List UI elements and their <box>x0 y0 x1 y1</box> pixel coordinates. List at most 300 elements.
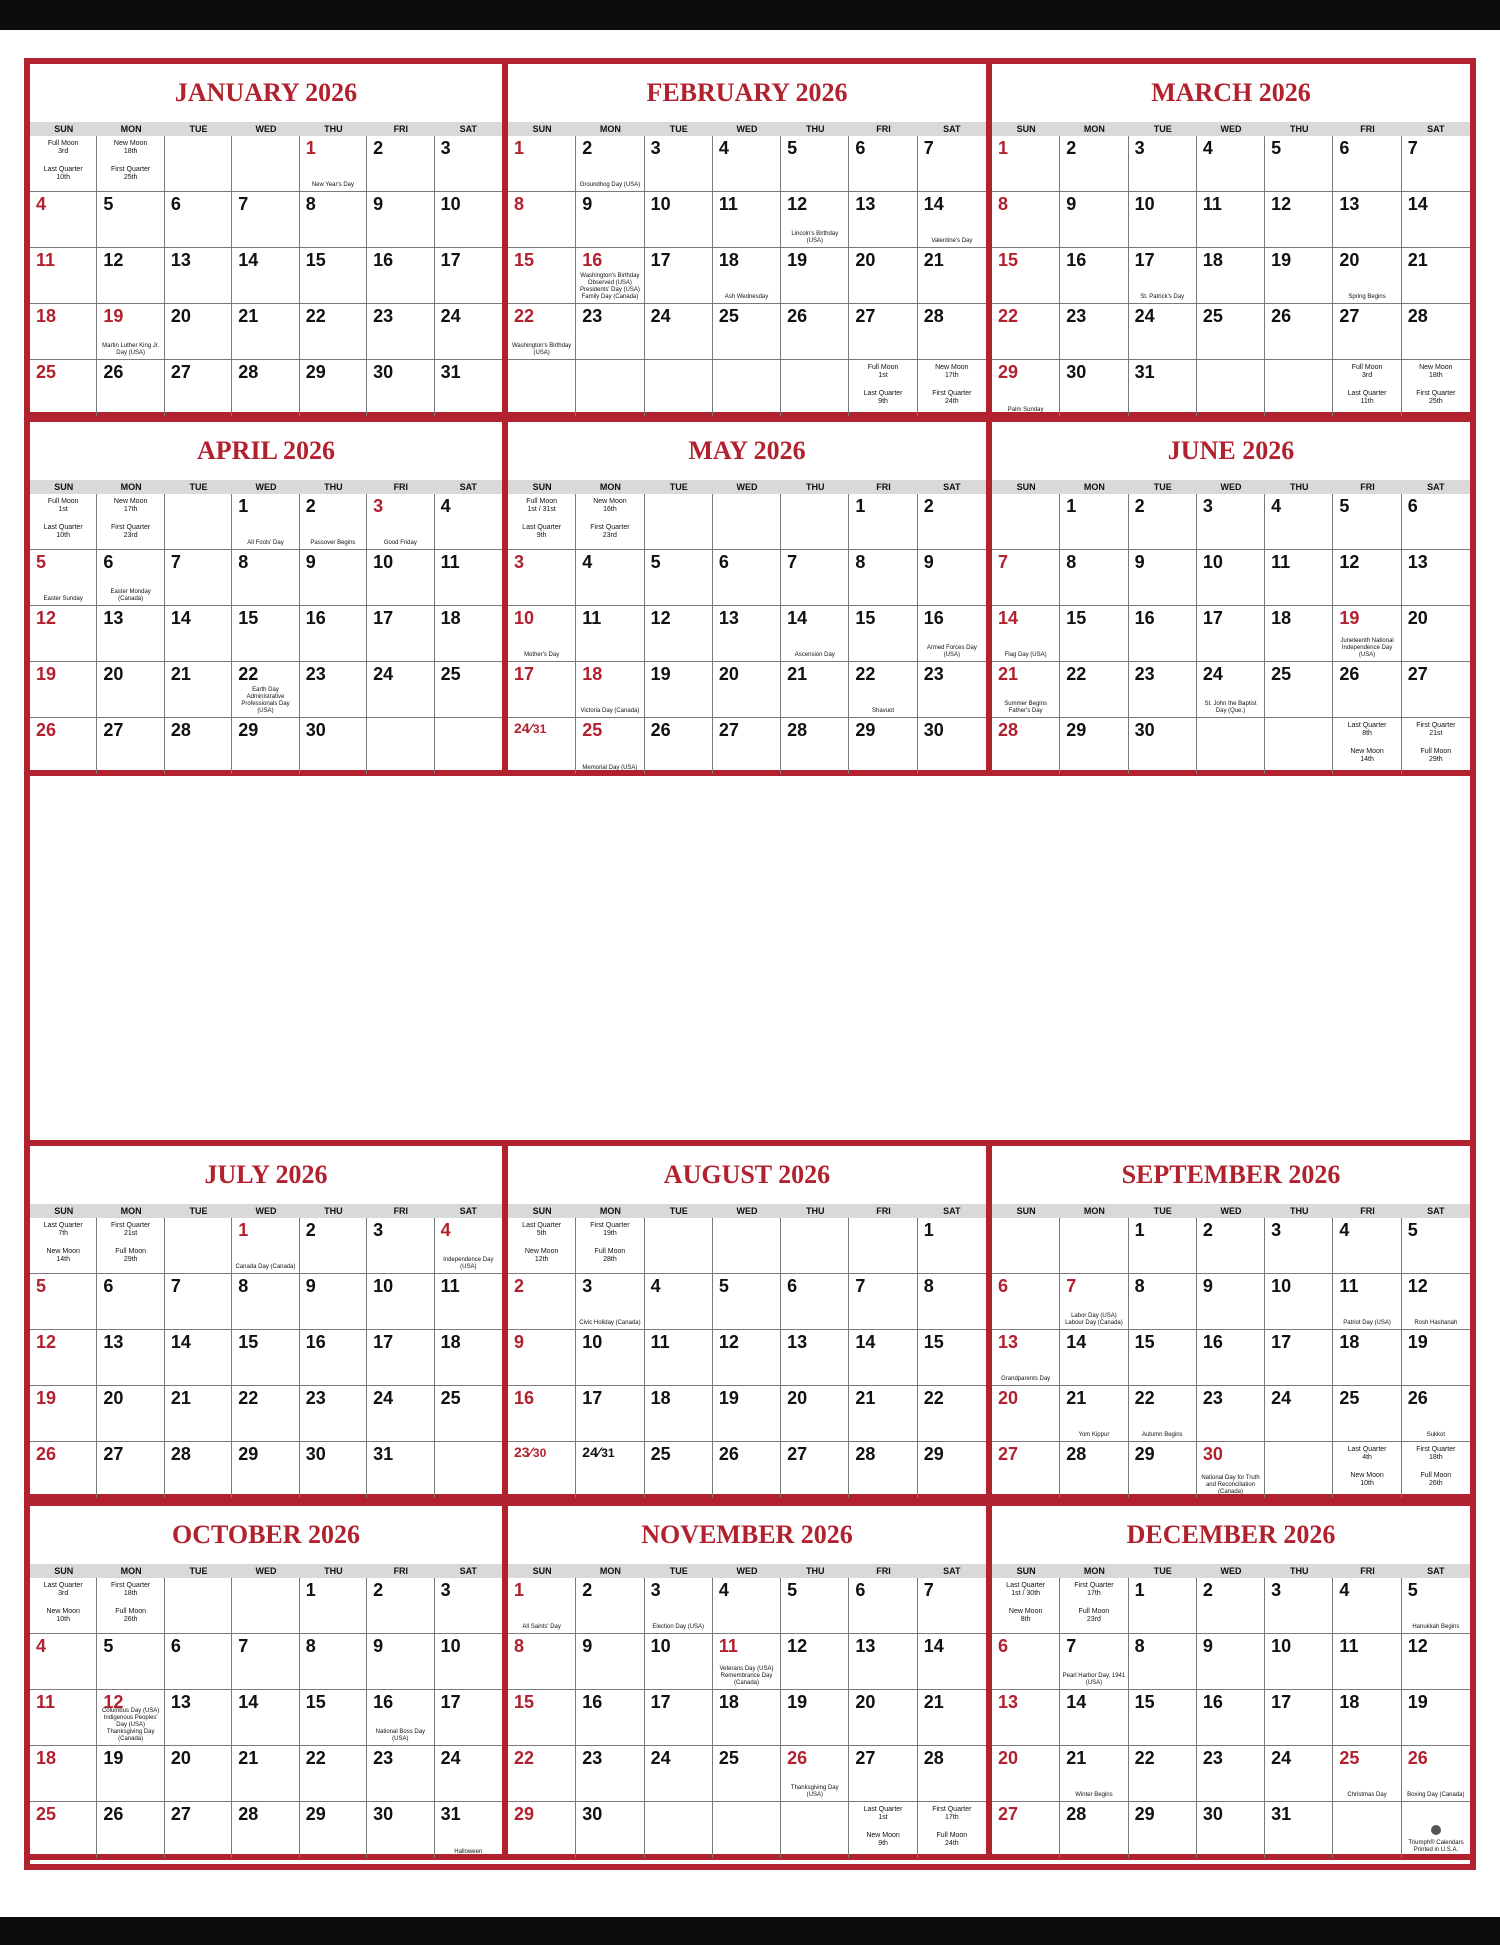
day-cell <box>508 606 576 662</box>
day-cell <box>97 1802 164 1858</box>
day-number: 27 <box>103 720 124 740</box>
moon-phase-note: Full Moon 29th <box>115 1248 146 1263</box>
holiday-label: Autumn Begins <box>1141 1432 1183 1438</box>
holiday-label: Grandparents Day <box>1001 1376 1051 1382</box>
day-cell <box>1129 662 1197 718</box>
day-cell <box>165 1802 232 1858</box>
day-number: 16 <box>1066 250 1087 270</box>
weekday-label: THU <box>1290 482 1309 492</box>
day-cell <box>849 1442 917 1498</box>
holiday-label: National Boss Day (USA) <box>375 1729 426 1742</box>
day-number: 8 <box>998 194 1009 214</box>
day-number: 18 <box>1339 1692 1360 1712</box>
day-number: 19 <box>787 1692 808 1712</box>
day-number: 6 <box>998 1636 1009 1656</box>
day-cell <box>367 192 434 248</box>
day-number: 18 <box>36 306 57 326</box>
moon-phase-note: First Quarter 21st <box>1416 722 1456 737</box>
day-number: 20 <box>170 1748 191 1768</box>
day-cell <box>645 360 713 416</box>
day-number: 13 <box>718 608 739 628</box>
day-cell <box>508 192 576 248</box>
day-number: 28 <box>998 720 1019 740</box>
day-number: 15 <box>855 608 876 628</box>
moon-phase-note: Last Quarter 3rd <box>43 1582 83 1597</box>
day-cell <box>367 136 434 192</box>
day-cell <box>508 494 576 550</box>
day-grid <box>992 136 1470 416</box>
day-number: 29 <box>1134 1804 1155 1824</box>
day-number: 27 <box>103 1444 124 1464</box>
day-number: 25 <box>36 362 57 382</box>
day-grid <box>508 136 986 416</box>
day-cell <box>1402 1274 1470 1330</box>
weekday-label: FRI <box>1360 124 1375 134</box>
day-cell <box>1333 494 1401 550</box>
day-number: 19 <box>103 1748 124 1768</box>
weekday-label: WED <box>1220 482 1242 492</box>
brand-logo-icon <box>1431 1825 1441 1835</box>
day-cell <box>97 360 164 416</box>
holiday-label: St. Patrick's Day <box>1140 294 1185 300</box>
weekday-header <box>992 122 1470 136</box>
day-number: 31 <box>440 362 461 382</box>
day-cell <box>576 1330 644 1386</box>
day-number: 21 <box>170 1388 191 1408</box>
day-cell <box>713 662 781 718</box>
day-number: 15 <box>305 1692 326 1712</box>
weekday-label: SAT <box>1427 482 1445 492</box>
day-cell <box>1333 136 1401 192</box>
day-cell <box>367 248 434 304</box>
day-cell <box>1060 1802 1128 1858</box>
day-cell <box>508 360 576 416</box>
day-cell <box>992 1274 1060 1330</box>
day-number: 24⁄31 <box>582 1444 615 1460</box>
day-cell <box>781 1442 849 1498</box>
day-cell <box>645 718 713 774</box>
day-cell <box>713 192 781 248</box>
day-cell <box>435 1578 502 1634</box>
day-cell <box>992 1802 1060 1858</box>
month-may <box>502 416 992 776</box>
holiday-label: Armed Forces Day (USA) <box>926 645 977 658</box>
day-cell <box>1333 1218 1401 1274</box>
day-number: 13 <box>103 1332 124 1352</box>
day-cell <box>1333 1802 1401 1858</box>
day-number: 10 <box>1134 194 1155 214</box>
day-cell <box>781 1386 849 1442</box>
day-number: 8 <box>305 194 316 214</box>
day-number: 1 <box>923 1220 934 1240</box>
holiday-label: Hanukkah Begins <box>1412 1624 1460 1630</box>
weekday-label: THU <box>806 1566 825 1576</box>
day-number: 7 <box>855 1276 866 1296</box>
day-number: 4 <box>1271 496 1282 516</box>
day-number: 2 <box>1066 138 1077 158</box>
day-cell <box>713 718 781 774</box>
day-number: 19 <box>718 1388 739 1408</box>
day-number: 16 <box>305 1332 326 1352</box>
moon-phase-note: Full Moon 23rd <box>1078 1608 1110 1623</box>
day-cell <box>97 550 164 606</box>
weekday-label: WED <box>255 482 277 492</box>
day-cell <box>849 136 917 192</box>
day-cell <box>508 550 576 606</box>
day-number: 18 <box>1339 1332 1360 1352</box>
day-number: 7 <box>170 552 181 572</box>
day-number: 15 <box>305 250 326 270</box>
day-cell <box>1197 1690 1265 1746</box>
day-number: 22 <box>238 1388 259 1408</box>
day-number: 30 <box>373 362 394 382</box>
holiday-label: Labor Day (USA) Labour Day (Canada) <box>1065 1313 1123 1326</box>
holiday-label: Lincoln's Birthday (USA) <box>791 231 839 244</box>
day-cell <box>1129 1274 1197 1330</box>
holiday-label: Groundhog Day (USA) <box>579 182 641 188</box>
day-cell <box>992 304 1060 360</box>
weekday-header <box>508 1564 986 1578</box>
day-number: 10 <box>373 1276 394 1296</box>
day-number: 23 <box>1202 1748 1223 1768</box>
day-cell <box>918 192 986 248</box>
day-number: 30 <box>923 720 944 740</box>
moon-phase-note: Full Moon 1st <box>47 498 79 513</box>
day-number: 5 <box>36 552 47 572</box>
weekday-header <box>992 1204 1470 1218</box>
day-cell <box>508 1330 576 1386</box>
weekday-label: THU <box>1290 1566 1309 1576</box>
day-cell <box>781 718 849 774</box>
day-number: 1 <box>998 138 1009 158</box>
day-number: 13 <box>1407 552 1428 572</box>
moon-phase-note: New Moon 10th <box>46 1608 80 1623</box>
day-cell <box>1197 1746 1265 1802</box>
day-cell <box>300 1746 367 1802</box>
day-number: 6 <box>170 194 181 214</box>
day-number: 20 <box>103 664 124 684</box>
day-number: 5 <box>36 1276 47 1296</box>
weekday-label: MON <box>120 482 142 492</box>
day-number: 2 <box>1134 496 1145 516</box>
day-cell <box>1402 248 1470 304</box>
day-cell <box>367 304 434 360</box>
holiday-label: Juneteenth National Independence Day (USA) <box>1340 638 1394 658</box>
weekday-label: MON <box>599 1566 621 1576</box>
day-number: 19 <box>1339 608 1360 628</box>
bottom-border-bar <box>0 1917 1500 1945</box>
month-june <box>986 416 1476 776</box>
day-cell <box>713 1578 781 1634</box>
day-number: 24 <box>373 664 394 684</box>
day-cell <box>30 718 97 774</box>
weekday-label: WED <box>736 482 758 492</box>
day-cell <box>992 1330 1060 1386</box>
day-number: 30 <box>305 1444 326 1464</box>
day-number: 24 <box>440 1748 461 1768</box>
day-number: 19 <box>1407 1692 1428 1712</box>
day-cell <box>1129 304 1197 360</box>
day-cell <box>576 1746 644 1802</box>
day-cell <box>1197 718 1265 774</box>
day-cell <box>97 1330 164 1386</box>
weekday-header <box>992 480 1470 494</box>
weekday-label: THU <box>324 482 343 492</box>
day-number: 14 <box>1066 1692 1087 1712</box>
day-cell <box>30 1802 97 1858</box>
day-grid <box>508 1218 986 1498</box>
month-title: OCTOBER 2026 <box>171 1520 361 1549</box>
day-number: 3 <box>373 496 384 516</box>
day-number: 3 <box>1271 1580 1282 1600</box>
day-cell <box>1129 1746 1197 1802</box>
day-number: 31 <box>1134 362 1155 382</box>
day-cell <box>849 1634 917 1690</box>
weekday-label: THU <box>806 1206 825 1216</box>
day-cell <box>232 304 299 360</box>
day-cell <box>165 550 232 606</box>
day-cell <box>165 136 232 192</box>
day-cell <box>1197 1802 1265 1858</box>
day-number: 22 <box>998 306 1019 326</box>
day-number: 26 <box>650 720 671 740</box>
weekday-label: TUE <box>189 1566 208 1576</box>
day-number: 18 <box>718 250 739 270</box>
day-cell <box>781 1634 849 1690</box>
day-cell <box>300 494 367 550</box>
day-number: 1 <box>1134 1580 1145 1600</box>
day-number: 28 <box>787 720 808 740</box>
weekday-label: SUN <box>532 1206 552 1216</box>
day-number: 29 <box>855 720 876 740</box>
day-number: 19 <box>36 664 57 684</box>
day-cell <box>1333 1690 1401 1746</box>
day-number: 9 <box>305 552 316 572</box>
day-cell <box>781 248 849 304</box>
day-number: 27 <box>1339 306 1360 326</box>
day-number: 22 <box>514 1748 535 1768</box>
day-cell <box>1129 1330 1197 1386</box>
weekday-label: TUE <box>669 124 688 134</box>
holiday-label: Washington's Birthday Observed (USA) Presidents' Day (USA) Family Day (Canada) <box>580 273 640 300</box>
day-grid <box>992 494 1470 774</box>
day-number: 3 <box>373 1220 384 1240</box>
day-number: 16 <box>514 1388 535 1408</box>
day-cell <box>1197 136 1265 192</box>
moon-phase-note: Last Quarter 1st <box>863 1806 903 1821</box>
day-cell <box>1060 494 1128 550</box>
day-number: 3 <box>582 1276 593 1296</box>
day-number: 15 <box>238 1332 259 1352</box>
day-cell <box>367 662 434 718</box>
day-number: 6 <box>1339 138 1350 158</box>
day-number: 3 <box>440 1580 451 1600</box>
day-cell <box>1333 360 1401 416</box>
day-cell <box>1265 192 1333 248</box>
day-cell <box>165 718 232 774</box>
day-cell <box>367 494 434 550</box>
day-number: 6 <box>855 138 866 158</box>
moon-phase-note: First Quarter 21st <box>110 1222 151 1237</box>
weekday-label: SUN <box>532 124 552 134</box>
moon-phase-note: Full Moon 1st / 31st <box>526 498 557 513</box>
day-cell <box>1402 1634 1470 1690</box>
day-number: 4 <box>36 1636 47 1656</box>
weekday-label: THU <box>324 1206 343 1216</box>
day-cell <box>713 360 781 416</box>
month-july <box>24 1140 508 1500</box>
day-cell <box>918 1218 986 1274</box>
day-number: 4 <box>1339 1580 1350 1600</box>
day-cell <box>435 1218 502 1274</box>
day-number: 29 <box>923 1444 944 1464</box>
moon-phase-note: New Moon 9th <box>866 1832 900 1847</box>
day-number: 27 <box>1407 664 1428 684</box>
holiday-label: Shavuot <box>872 708 895 714</box>
day-cell <box>367 360 434 416</box>
day-cell <box>918 1386 986 1442</box>
holiday-label: All Saints' Day <box>522 1624 561 1630</box>
day-number: 28 <box>923 306 944 326</box>
day-cell <box>30 136 97 192</box>
moon-phase-note: Full Moon 29th <box>1420 748 1452 763</box>
day-number: 16 <box>1202 1332 1223 1352</box>
day-cell <box>30 1690 97 1746</box>
day-cell <box>165 1274 232 1330</box>
day-cell <box>508 718 576 774</box>
weekday-label: SAT <box>459 1206 477 1216</box>
weekday-label: FRI <box>393 1566 409 1576</box>
day-number: 18 <box>440 1332 461 1352</box>
day-number: 13 <box>170 250 191 270</box>
day-cell <box>435 1274 502 1330</box>
day-cell <box>30 1386 97 1442</box>
moon-phase-note: First Quarter 17th <box>932 1806 972 1821</box>
day-cell <box>1060 1330 1128 1386</box>
day-number: 16 <box>582 1692 603 1712</box>
day-cell <box>645 1746 713 1802</box>
day-number: 25 <box>1339 1388 1360 1408</box>
day-cell <box>508 248 576 304</box>
holiday-label: Ascension Day <box>794 652 835 658</box>
day-number: 28 <box>170 1444 191 1464</box>
day-number: 3 <box>650 1580 661 1600</box>
day-number: 2 <box>305 1220 316 1240</box>
day-cell <box>849 550 917 606</box>
day-cell <box>645 1690 713 1746</box>
day-number: 7 <box>923 1580 934 1600</box>
day-cell <box>30 1746 97 1802</box>
day-cell <box>1060 1746 1128 1802</box>
day-cell <box>97 606 164 662</box>
weekday-label: THU <box>324 1566 343 1576</box>
day-cell <box>165 1746 232 1802</box>
day-number: 17 <box>373 1332 394 1352</box>
day-number: 29 <box>1134 1444 1155 1464</box>
day-cell <box>435 606 502 662</box>
day-number: 21 <box>1066 1388 1087 1408</box>
moon-phase-note: First Quarter 17th <box>1074 1582 1114 1597</box>
day-cell <box>300 1690 367 1746</box>
day-number: 30 <box>373 1804 394 1824</box>
day-cell <box>97 662 164 718</box>
day-number: 27 <box>170 1804 191 1824</box>
day-number: 18 <box>1271 608 1292 628</box>
weekday-header <box>508 480 986 494</box>
calendar-row-1 <box>24 58 1476 418</box>
day-cell <box>1402 1218 1470 1274</box>
weekday-label: TUE <box>189 124 208 134</box>
day-number: 4 <box>1339 1220 1350 1240</box>
day-cell <box>232 606 299 662</box>
moon-phase-note: First Quarter 25th <box>110 166 151 181</box>
day-number: 12 <box>718 1332 739 1352</box>
day-cell <box>97 1274 164 1330</box>
month-title: SEPTEMBER 2026 <box>1121 1160 1341 1189</box>
day-number: 13 <box>855 194 876 214</box>
day-number: 21 <box>855 1388 876 1408</box>
day-cell <box>435 1690 502 1746</box>
day-cell <box>645 1386 713 1442</box>
day-number: 11 <box>36 250 56 270</box>
day-cell <box>232 1442 299 1498</box>
day-cell <box>645 1634 713 1690</box>
day-number: 22 <box>923 1388 944 1408</box>
day-cell <box>576 1578 644 1634</box>
day-number: 11 <box>1339 1276 1359 1296</box>
day-cell <box>1265 1386 1333 1442</box>
day-cell <box>508 1578 576 1634</box>
day-number: 13 <box>998 1692 1019 1712</box>
day-cell <box>1129 360 1197 416</box>
moon-phase-note: Last Quarter 4th <box>1347 1446 1387 1461</box>
day-cell <box>992 606 1060 662</box>
day-cell <box>576 1274 644 1330</box>
month-title: NOVEMBER 2026 <box>641 1520 853 1549</box>
day-number: 5 <box>103 194 114 214</box>
day-cell <box>367 1274 434 1330</box>
day-grid <box>30 494 502 774</box>
day-number: 17 <box>440 1692 461 1712</box>
day-cell <box>1402 662 1470 718</box>
day-number: 6 <box>998 1276 1009 1296</box>
day-number: 23⁄30 <box>514 1444 547 1460</box>
day-cell <box>645 248 713 304</box>
day-cell <box>781 1330 849 1386</box>
day-cell <box>918 1442 986 1498</box>
day-number: 1 <box>305 1580 316 1600</box>
day-cell <box>165 248 232 304</box>
day-cell <box>1265 606 1333 662</box>
day-cell <box>232 1746 299 1802</box>
day-cell <box>367 718 434 774</box>
day-cell <box>1333 606 1401 662</box>
day-cell <box>435 718 502 774</box>
day-number: 18 <box>440 608 461 628</box>
day-cell <box>30 304 97 360</box>
month-title: FEBRUARY 2026 <box>646 78 848 107</box>
day-cell <box>232 1578 299 1634</box>
day-cell <box>1402 1578 1470 1634</box>
day-cell <box>300 1218 367 1274</box>
day-number: 20 <box>998 1748 1019 1768</box>
moon-phase-note: New Moon 8th <box>1008 1608 1043 1623</box>
day-cell <box>435 136 502 192</box>
weekday-label: WED <box>255 124 277 134</box>
day-cell <box>918 1274 986 1330</box>
day-cell <box>508 304 576 360</box>
day-cell <box>508 1442 576 1498</box>
